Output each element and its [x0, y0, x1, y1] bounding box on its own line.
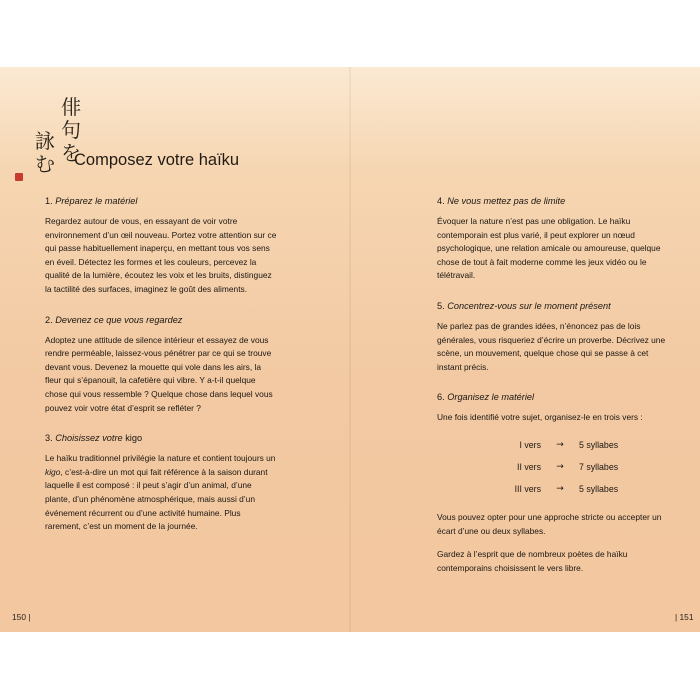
section-body: Une fois identifié votre sujet, organisez-le en trois vers : [437, 412, 643, 423]
section-1 [45, 195, 277, 297]
body-text: Le haïku traditionnel privilégie la nature et contient toujours un [45, 453, 276, 464]
syllable-count: 5 syllabes [579, 440, 619, 451]
section-4 [437, 195, 669, 283]
kanji-char: を [61, 141, 81, 165]
section-5 [437, 300, 669, 374]
section-6 [437, 391, 669, 575]
section-3 [45, 432, 277, 534]
verse-label: III vers [514, 484, 541, 495]
arrow-right-icon: → [556, 440, 564, 451]
arrow-right-icon: → [556, 462, 564, 473]
syllable-count: 7 syllabes [579, 462, 619, 473]
section-body [45, 452, 277, 534]
section-title: Devenez ce que vous regardez [55, 314, 183, 325]
section-title: Ne vous mettez pas de limite [447, 196, 566, 206]
page-number-left: 150 | [12, 612, 31, 622]
section-body: Adoptez une attitude de silence intérieur et essayez de vous rendre perméable, laissez-vous pénétrer par ce qui se trouve devant vous. Devenez la mouette qui vole dans les airs, la fleur qui s’épanouit, la cafetière qui vibre. Y a-t-il quelque chose qui vous ressemble ? Quelque chose dans lequel vous pouvez voir votre état d’esprit se refléter ? [45, 334, 273, 413]
arrow-right-icon: → [556, 484, 564, 495]
section-number: 6. [437, 392, 445, 403]
section-heading [437, 195, 669, 207]
section-title: Choisissez votre [55, 433, 123, 444]
red-seal-stamp [15, 173, 23, 181]
section-number: 1. [45, 196, 53, 206]
list-item [437, 457, 669, 479]
title-calligraphy-column-2 [34, 131, 56, 177]
kanji-char: 句 [61, 118, 81, 142]
section-title: Concentrez-vous sur le moment présent [447, 300, 611, 311]
section-body: Évoquer la nature n’est pas une obligation. Le haïku contemporain est plus varié, il peut explorer un nœud psychologique, une relation amicale ou amoureuse, quelque chose de tout à fait moderne comme les jeux vidéo ou le télétravail. [437, 216, 661, 281]
page-number-right: | 151 [675, 612, 694, 622]
section-title: Organisez le matériel [447, 392, 535, 403]
section-title: Préparez le matériel [55, 196, 138, 206]
syllable-scheme-list [437, 435, 669, 501]
verse-label: I vers [519, 440, 541, 451]
section-2 [45, 314, 277, 416]
section-number: 3. [45, 433, 53, 444]
syllable-count: 5 syllabes [579, 484, 619, 495]
section-body: Gardez à l’esprit que de nombreux poètes de haïku contemporains choisissent le vers libre. [437, 549, 628, 573]
list-item [437, 479, 669, 501]
section-number: 5. [437, 300, 445, 311]
section-body: Vous pouvez opter pour une approche stricte ou accepter un écart d’une ou deux syllabes. [437, 511, 662, 536]
kanji-char: む [35, 152, 55, 176]
section-heading [437, 391, 669, 403]
page-title: Composez votre haïku [74, 151, 240, 169]
right-page-column [437, 195, 669, 592]
section-number: 4. [437, 196, 445, 206]
section-title-kigo: kigo [125, 433, 143, 444]
section-body: Regardez autour de vous, en essayant de voir votre environnement d’un œil nouveau. Portez votre attention sur ce qui passe habituellement inaperçu, en mettant tous vos sens en éveil. Détectez les formes et les couleurs, percevez la qualité de la lumière, écoutez les voix et les bruits, distinguez la tactilité des surfaces, imaginez le goût des aliments. [45, 216, 277, 294]
list-item [437, 435, 669, 457]
section-heading [45, 432, 277, 444]
section-heading [45, 314, 277, 326]
section-number: 2. [45, 314, 53, 325]
section-body: Ne parlez pas de grandes idées, n’énoncez pas de lois générales, vous risqueriez d’écrire un proverbe. Décrivez une scène, un mouvement, quelque chose qui se passe à cet instant précis. [437, 320, 666, 372]
verse-label: II vers [517, 462, 541, 473]
section-heading [437, 300, 669, 312]
body-text: , c’est-à-dire un mot qui fait référence à la saison durant laquelle il est composé : il peut s’agir d’un animal, d’une plante, d’un phénomène atmosphérique, mais aussi d’un événement récurrent ou d’une activité humaine. Plus rarement, c’est un moment de la journée. [45, 466, 268, 532]
kigo-term: kigo [45, 466, 61, 477]
kanji-char: 俳 [61, 95, 81, 119]
book-spread [0, 67, 700, 632]
section-heading [45, 195, 277, 207]
kanji-char: 詠 [35, 129, 55, 153]
left-page-column [45, 195, 277, 551]
